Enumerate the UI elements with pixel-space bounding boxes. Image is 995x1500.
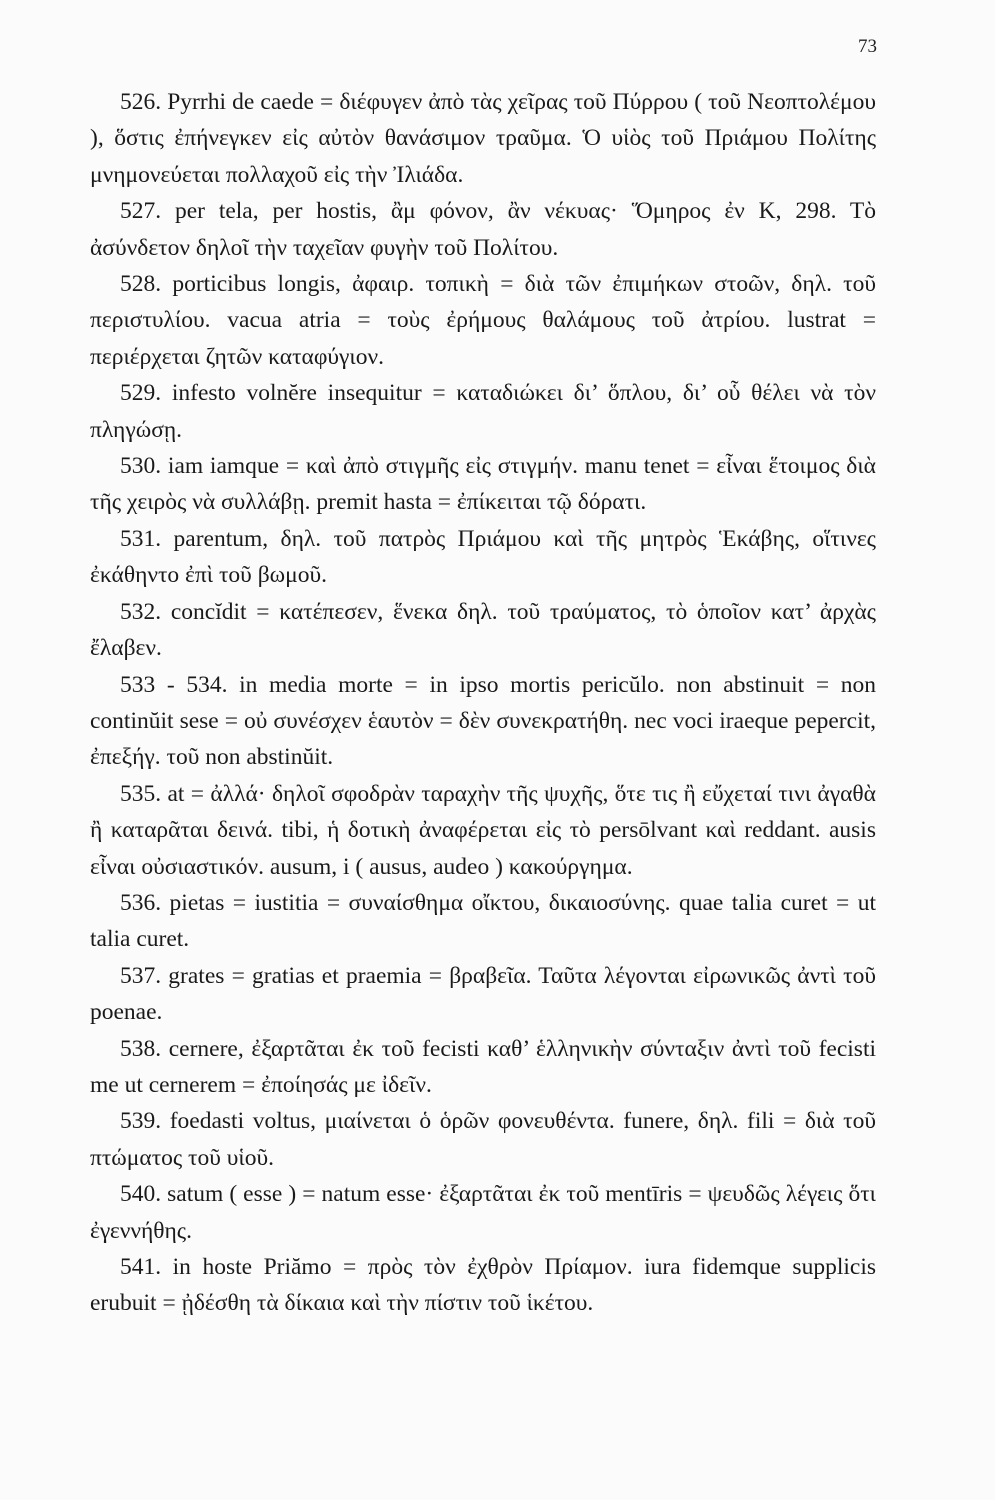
note-537: 537. grates = gratias et praemia = βραβεῖα. Ταῦτα λέγονται εἰρωνικῶς ἀντὶ τοῦ poenae. — [90, 962, 876, 1026]
note-528: 528. porticibus longis, ἀφαιρ. τοπικὴ = διὰ τῶν ἐπιμήκων στοῶν, δηλ. τοῦ περιστυλίου. vacua atria = τοὺς ἐρήμους θαλάμους τοῦ ἀτρίου. lustrat = περιέρχεται ζητῶν καταφύγιον. — [90, 271, 876, 370]
note-529: 529. infesto volnĕre insequitur = καταδιώκει δι’ ὅπλου, δι’ οὗ θέλει νὰ τὸν πληγώσῃ. — [90, 380, 876, 443]
note-530: 530. iam iamque = καὶ ἀπὸ στιγμῆς εἰς στιγμήν. manu tenet = εἶναι ἕτοιμος διὰ τῆς χειρὸς νὰ συλλάβῃ. premit hasta = ἐπίκειται τῷ δόρατι. — [90, 453, 876, 516]
commentary-text — [90, 84, 876, 1322]
note-532: 532. concĭdit = κατέπεσεν, ἕνεκα δηλ. τοῦ τραύματος, τὸ ὁποῖον κατ’ ἀρχὰς ἔλαβεν. — [90, 598, 876, 662]
page-number: 73 — [858, 36, 877, 57]
note-541: 541. in hoste Priămo = πρὸς τὸν ἐχθρὸν Πρίαμον. iura fidemque supplicis erubuit = ᾐδέσθη τὰ δίκαια καὶ τὴν πίστιν τοῦ ἱκέτου. — [90, 1254, 876, 1317]
note-531: 531. parentum, δηλ. τοῦ πατρὸς Πριάμου καὶ τῆς μητρὸς Ἑκάβης, οἵτινες ἐκάθηντο ἐπὶ τοῦ βωμοῦ. — [90, 525, 876, 589]
note-539: 539. foedasti voltus, μιαίνεται ὁ ὁρῶν φονευθέντα. funere, δηλ. fili = διὰ τοῦ πτώματος τοῦ υἱοῦ. — [90, 1108, 876, 1171]
note-536: 536. pietas = iustitia = συναίσθημα οἴκτου, δικαιοσύνης. quae talia curet = ut talia curet. — [90, 889, 876, 953]
note-533-534: 533 - 534. in media morte = in ipso mortis pericŭlo. non abstinuit = non continŭit sese = οὐ συνέσχεν ἑαυτὸν = δὲν συνεκρατήθη. nec voci iraeque pepercit, ἐπεξήγ. τοῦ non abstinŭit. — [90, 671, 876, 771]
note-538: 538. cernere, ἐξαρτᾶται ἐκ τοῦ fecisti καθ’ ἑλληνικὴν σύνταξιν ἀντὶ τοῦ fecisti me ut cernerem = ἐποίησάς με ἰδεῖν. — [90, 1035, 876, 1098]
note-535: 535. at = ἀλλά· δηλοῖ σφοδρὰν ταραχὴν τῆς ψυχῆς, ὅτε τις ἢ εὔχεταί τινι ἀγαθὰ ἢ καταρᾶται δεινά. tibi, ἡ δοτικὴ ἀναφέρεται εἰς τὸ persōlvant καὶ reddant. ausis εἶναι οὐσιαστικόν. ausum, i ( ausus, audeo ) κακούργημα. — [90, 780, 876, 880]
note-526: 526. Pyrrhi de caede = διέφυγεν ἀπὸ τὰς χεῖρας τοῦ Πύρρου ( τοῦ Νεοπτολέμου ), ὅστις ἐπήνεγκεν εἰς αὐτὸν θανάσιμον τραῦμα. Ὁ υἱὸς τοῦ Πριάμου Πολίτης μνημονεύεται πολλαχοῦ εἰς τὴν Ἰλιάδα. — [90, 89, 876, 188]
note-527: 527. per tela, per hostis, ἂμ φόνον, ἂν νέκυας· Ὅμηρος ἐν Κ, 298. Τὸ ἀσύνδετον δηλοῖ τὴν ταχεῖαν φυγὴν τοῦ Πολίτου. — [90, 198, 876, 261]
note-540: 540. satum ( esse ) = natum esse· ἐξαρτᾶται ἐκ τοῦ mentīris = ψευδῶς λέγεις ὅτι ἐγεννήθης. — [90, 1181, 876, 1244]
